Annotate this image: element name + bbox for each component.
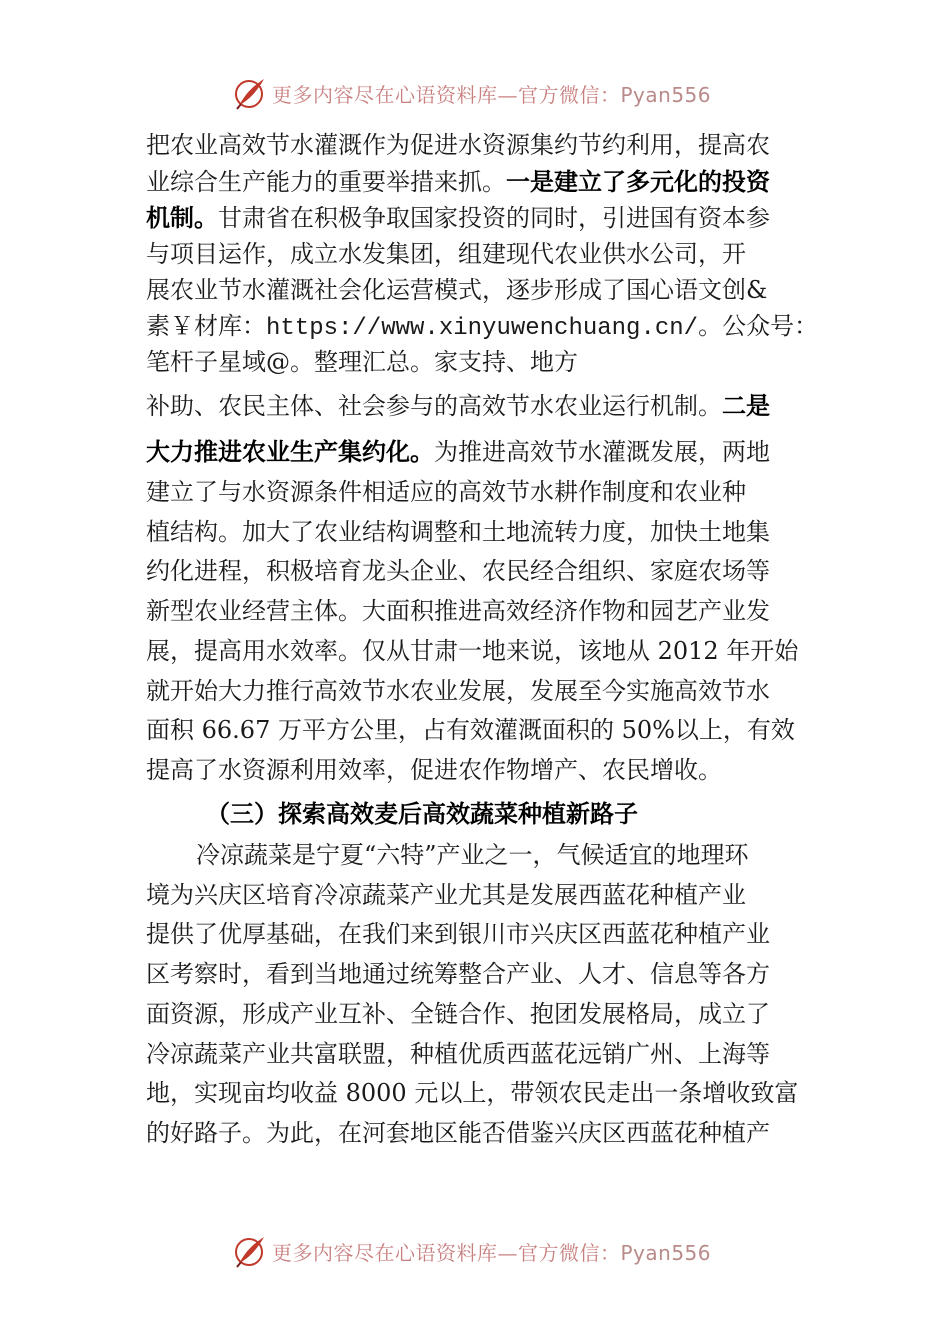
bold-phrase: 一是建立了多元化的投资 bbox=[506, 168, 770, 196]
text-line: 就开始大力推行高效节水农业发展，发展至今实施高效节水 bbox=[146, 677, 770, 705]
footer-banner bbox=[0, 1234, 950, 1270]
text-line: 冷凉蔬菜是宁夏“六特”产业之一，气候适宜的地理环 bbox=[196, 841, 749, 869]
text-line: 面积 66.67 万平方公里，占有效灌溉面积的 50%以上，有效 bbox=[146, 716, 795, 744]
text-line: 机制。甘肃省在积极争取国家投资的同时，引进国有资本参 bbox=[146, 204, 770, 232]
text-line: 冷凉蔬菜产业共富联盟，种植优质西蓝花远销广州、上海等 bbox=[146, 1040, 770, 1068]
header-banner bbox=[0, 76, 950, 112]
bold-phrase: 机制。 bbox=[146, 204, 218, 232]
section-heading: （三）探索高效麦后高效蔬菜种植新路子 bbox=[206, 800, 638, 828]
text-line: 展，提高用水效率。仅从甘肃一地来说，该地从 2012 年开始 bbox=[146, 637, 799, 665]
text-line: 提高了水资源利用效率，促进农作物增产、农民增收。 bbox=[146, 756, 722, 784]
text-line: 境为兴庆区培育冷凉蔬菜产业尤其是发展西蓝花种植产业 bbox=[146, 881, 746, 909]
text-line: 业综合生产能力的重要举措来抓。一是建立了多元化的投资 bbox=[146, 168, 770, 196]
text-line: 约化进程，积极培育龙头企业、农民经合组织、家庭农场等 bbox=[146, 557, 770, 585]
text-line: 素￥材库：https://www.xinyuwenchuang.cn/。公众号： bbox=[146, 312, 819, 342]
text-line: 展农业节水灌溉社会化运营模式，逐步形成了国心语文创& bbox=[146, 276, 768, 304]
text-line: 笔杆子星域@。整理汇总。家支持、地方 bbox=[146, 348, 578, 376]
text-line: 把农业高效节水灌溉作为促进水资源集约节约利用，提高农 bbox=[146, 131, 770, 159]
text-line: 补助、农民主体、社会参与的高效节水农业运行机制。二是 bbox=[146, 392, 770, 420]
quill-logo-icon bbox=[233, 76, 267, 110]
text-line: 地，实现亩均收益 8000 元以上，带领农民走出一条增收致富 bbox=[146, 1079, 799, 1107]
text-line: 与项目运作，成立水发集团，组建现代农业供水公司，开 bbox=[146, 240, 746, 268]
text-line: 的好路子。为此，在河套地区能否借鉴兴庆区西蓝花种植产 bbox=[146, 1119, 770, 1147]
text-line: 新型农业经营主体。大面积推进高效经济作物和园艺产业发 bbox=[146, 597, 770, 625]
text-line: 建立了与水资源条件相适应的高效节水耕作制度和农业种 bbox=[146, 478, 746, 506]
quill-logo-icon bbox=[233, 1234, 267, 1268]
text-line: 区考察时，看到当地通过统筹整合产业、人才、信息等各方 bbox=[146, 960, 770, 988]
wechat-id: Pyan556 bbox=[620, 1241, 712, 1265]
bold-phrase: 二是 bbox=[722, 392, 770, 420]
banner-text: 更多内容尽在心语资料库—官方微信：Pyan556 bbox=[272, 1241, 712, 1265]
text-line: 大力推进农业生产集约化。为推进高效节水灌溉发展，两地 bbox=[146, 438, 770, 466]
text-line: 提供了优厚基础，在我们来到银川市兴庆区西蓝花种植产业 bbox=[146, 920, 770, 948]
bold-phrase: 大力推进农业生产集约化。 bbox=[146, 438, 434, 466]
banner-text: 更多内容尽在心语资料库—官方微信：Pyan556 bbox=[272, 83, 712, 107]
wechat-id: Pyan556 bbox=[620, 83, 712, 107]
url-text: https://www.xinyuwenchuang.cn/ bbox=[266, 315, 699, 342]
text-line: 面资源，形成产业互补、全链合作、抱团发展格局，成立了 bbox=[146, 1000, 770, 1028]
text-line: 植结构。加大了农业结构调整和土地流转力度，加快土地集 bbox=[146, 518, 770, 546]
